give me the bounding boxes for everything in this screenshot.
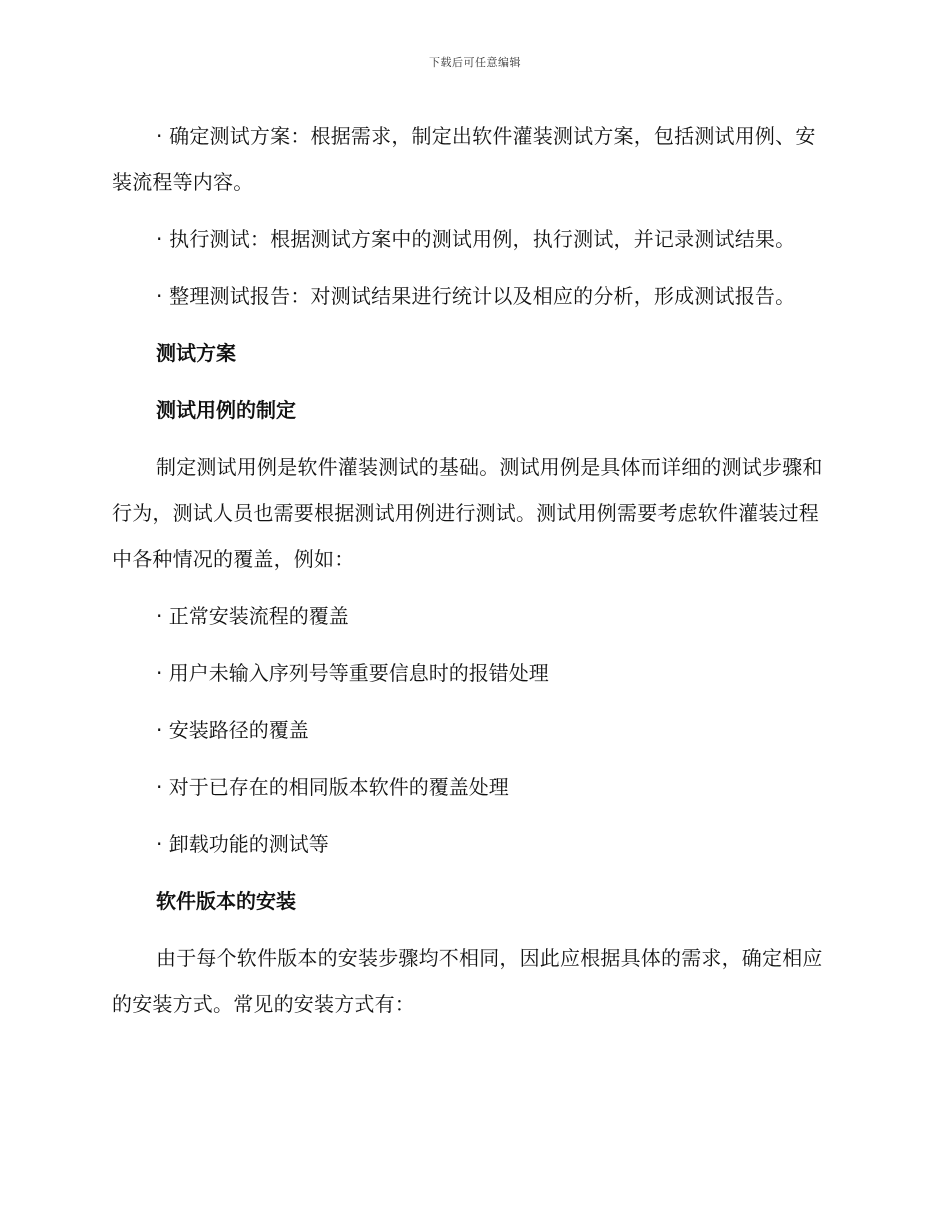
section-heading-test-cases: 测试用例的制定 [156, 398, 296, 422]
paragraph-execute-test: · 执行测试：根据测试方案中的测试用例，执行测试，并记录测试结果。 [156, 227, 796, 251]
document-body [112, 113, 832, 1038]
list-item-install-path: · 安装路径的覆盖 [156, 718, 309, 742]
section-heading-test-plan: 测试方案 [156, 341, 236, 365]
paragraph-determine-plan: · 确定测试方案：根据需求，制定出软件灌装测试方案，包括测试用例、安装流程等内容。 [112, 124, 816, 194]
header-note: 下载后可任意编辑 [429, 56, 521, 69]
paragraph-test-report: · 整理测试报告：对测试结果进行统计以及相应的分析，形成测试报告。 [156, 284, 796, 308]
list-item-existing-version: · 对于已存在的相同版本软件的覆盖处理 [156, 775, 509, 799]
paragraph-test-cases-intro: 制定测试用例是软件灌装测试的基础。测试用例是具体而详细的测试步骤和行为，测试人员也需要根据测试用例进行测试。测试用例需要考虑软件灌装过程中各种情况的覆盖，例如： [112, 455, 823, 571]
list-item-uninstall-test: · 卸载功能的测试等 [156, 832, 329, 856]
paragraph-install-methods: 由于每个软件版本的安装步骤均不相同，因此应根据具体的需求，确定相应的安装方式。常见的安装方式有： [112, 946, 823, 1016]
list-item-normal-install: · 正常安装流程的覆盖 [156, 604, 349, 628]
section-heading-version-install: 软件版本的安装 [156, 889, 296, 913]
list-item-serial-error: · 用户未输入序列号等重要信息时的报错处理 [156, 661, 549, 685]
